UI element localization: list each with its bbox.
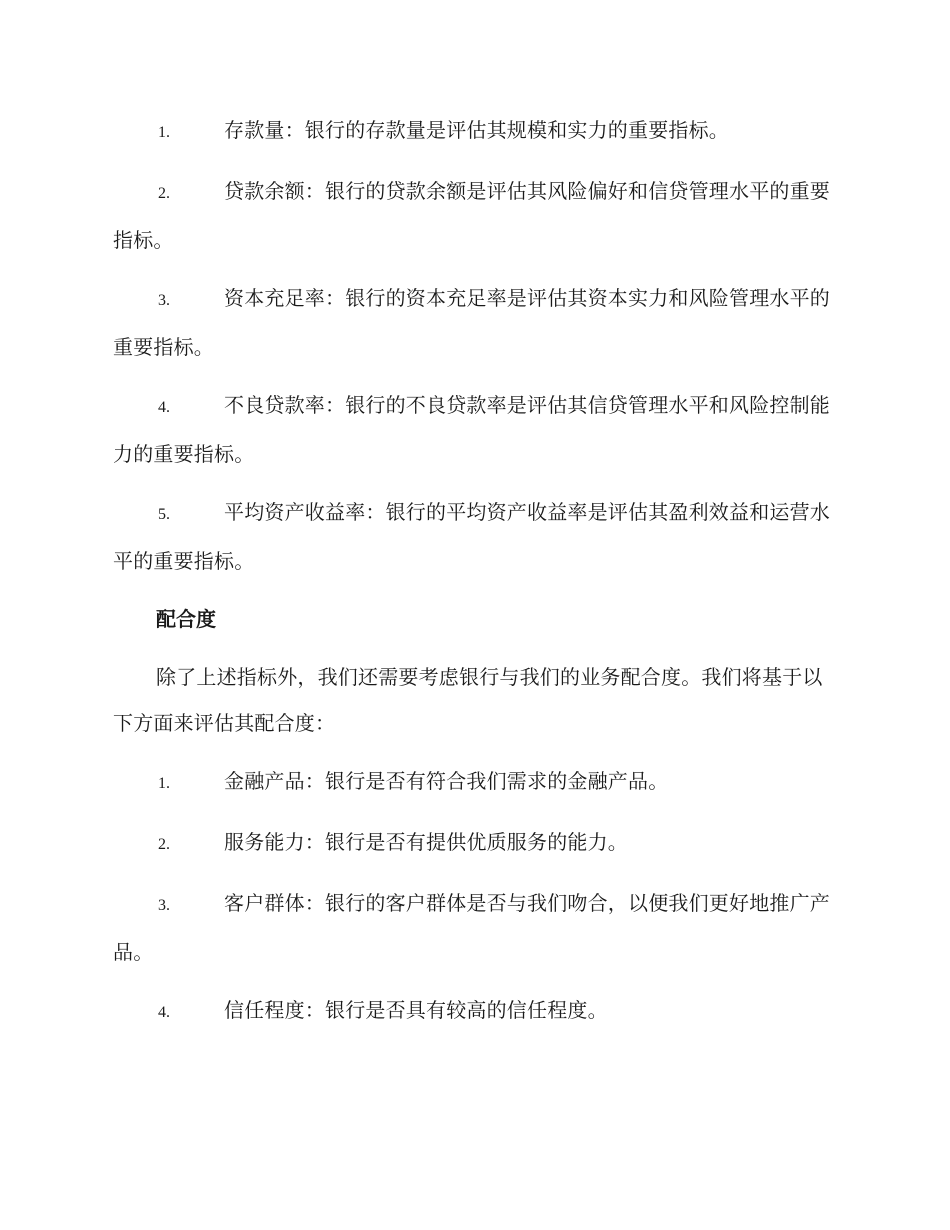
list-text: 客户群体：银行的客户群体是否与我们吻合，以便我们更好地推广产品。 [113,891,830,964]
list-text: 服务能力：银行是否有提供优质服务的能力。 [224,830,628,854]
list-text: 资本充足率：银行的资本充足率是评估其资本实力和风险管理水平的重要指标。 [113,286,830,359]
list-item [113,880,835,975]
list-number: 1. [158,124,170,141]
list-number: 4. [158,1004,170,1021]
list-text: 存款量：银行的存款量是评估其规模和实力的重要指标。 [224,118,729,142]
list-text: 金融产品：银行是否有符合我们需求的金融产品。 [224,769,669,793]
list-text: 贷款余额：银行的贷款余额是评估其风险偏好和信贷管理水平的重要指标。 [113,179,830,252]
list-item [113,168,835,263]
list-number: 4. [158,399,170,416]
list-item [113,819,835,868]
list-number: 5. [158,506,170,523]
list-item [113,275,835,370]
section-heading: 配合度 [156,607,216,631]
list-text: 平均资产收益率：银行的平均资产收益率是评估其盈利效益和运营水平的重要指标。 [113,500,830,573]
list-item [113,107,835,156]
section-intro-paragraph: 除了上述指标外，我们还需要考虑银行与我们的业务配合度。我们将基于以下方面来评估其配合度： [113,665,823,735]
document-content [113,107,835,1048]
list-item [113,382,835,477]
list-item [113,489,835,584]
list-number: 1. [158,775,170,792]
list-item [113,758,835,807]
list-text: 不良贷款率：银行的不良贷款率是评估其信贷管理水平和风险控制能力的重要指标。 [113,393,830,466]
list-number: 2. [158,836,170,853]
list-number: 3. [158,292,170,309]
list-number: 2. [158,185,170,202]
list-text: 信任程度：银行是否具有较高的信任程度。 [224,998,608,1022]
list-item [113,987,835,1036]
list-number: 3. [158,897,170,914]
